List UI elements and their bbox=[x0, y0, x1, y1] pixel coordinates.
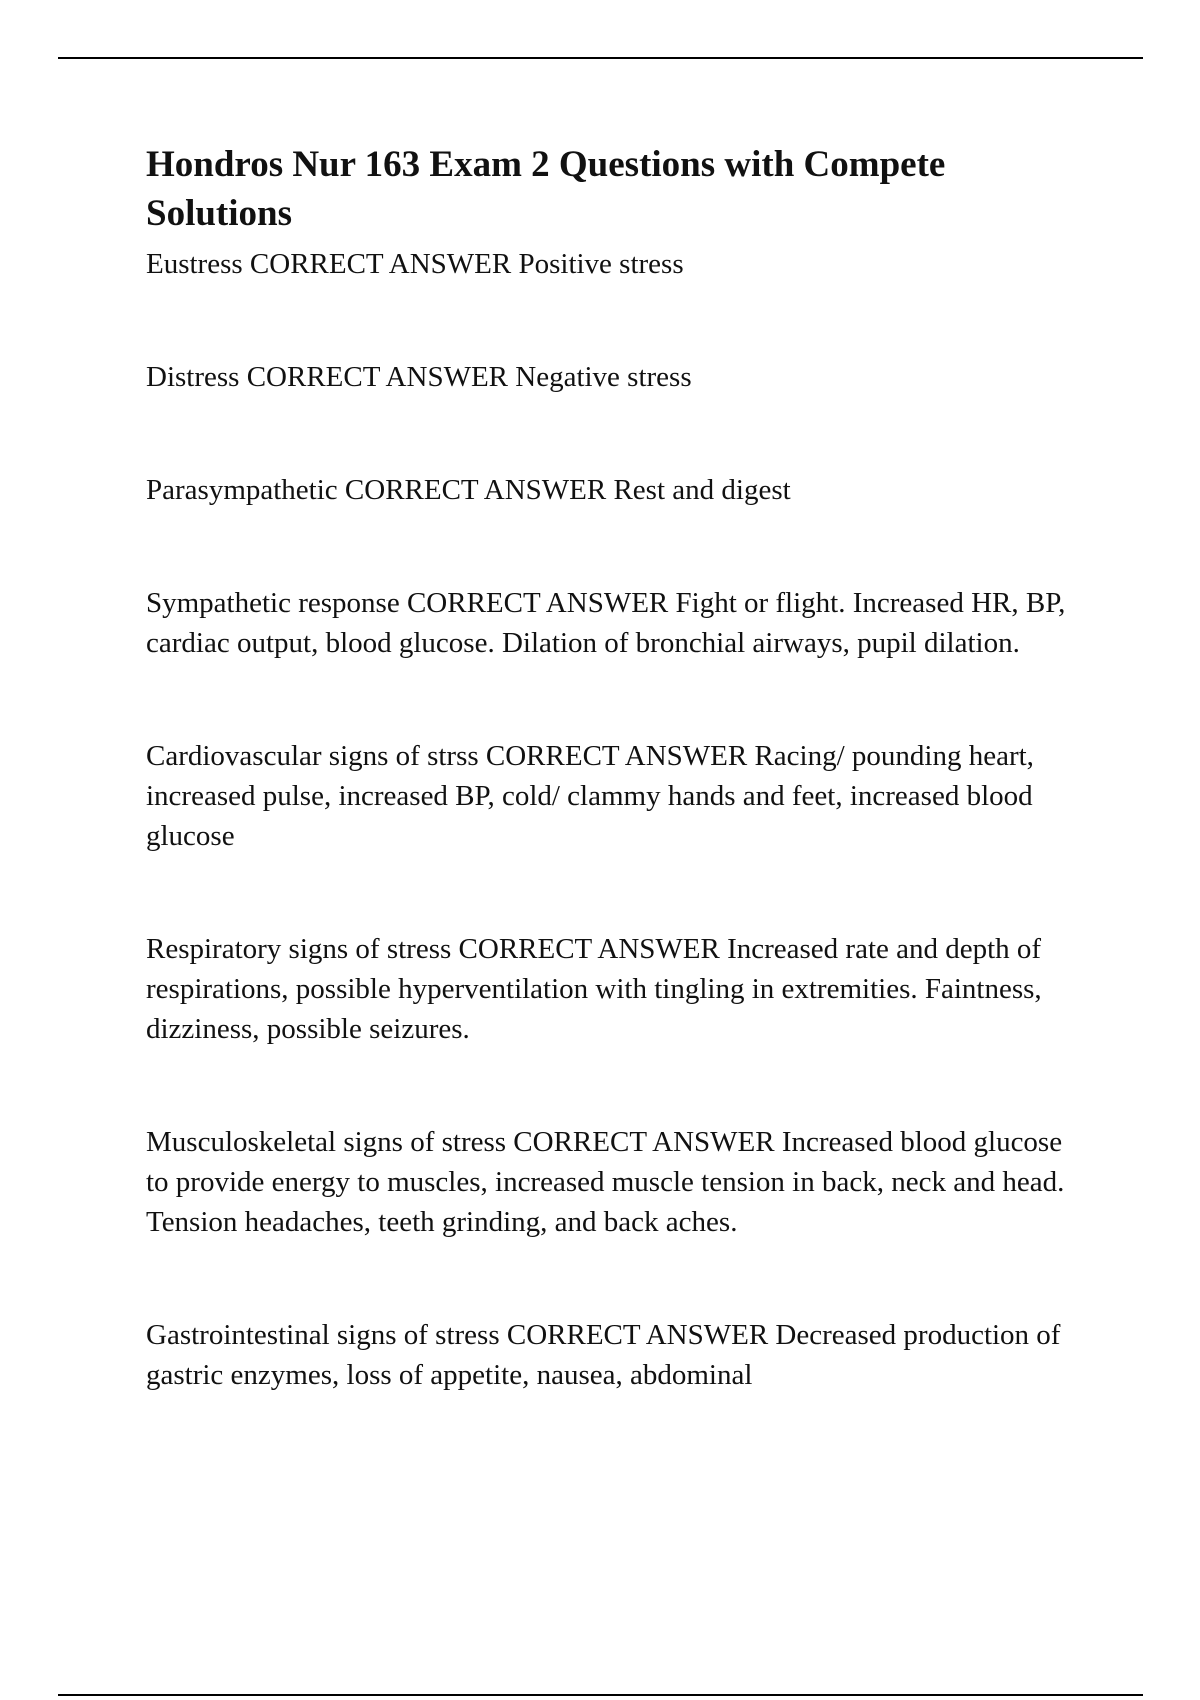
qa-item: Musculoskeletal signs of stress CORRECT ANSWER Increased blood glucose to provide energy to muscles, increased muscle tension in back, neck and head. Tension headaches, teeth grinding, and back aches. bbox=[146, 1126, 1065, 1238]
qa-item: Eustress CORRECT ANSWER Positive stress bbox=[146, 248, 684, 280]
footer-rule bbox=[58, 1694, 1143, 1696]
header-rule bbox=[58, 57, 1143, 59]
document-body bbox=[146, 140, 1086, 1395]
qa-item: Parasympathetic CORRECT ANSWER Rest and digest bbox=[146, 474, 791, 506]
document-title: Hondros Nur 163 Exam 2 Questions with Compete Solutions bbox=[146, 144, 946, 234]
qa-item: Sympathetic response CORRECT ANSWER Fight or flight. Increased HR, BP, cardiac output, blood glucose. Dilation of bronchial airways, pupil dilation. bbox=[146, 587, 1066, 659]
qa-item: Cardiovascular signs of strss CORRECT ANSWER Racing/ pounding heart, increased pulse, increased BP, cold/ clammy hands and feet, increased blood glucose bbox=[146, 740, 1034, 852]
qa-item: Respiratory signs of stress CORRECT ANSWER Increased rate and depth of respirations, possible hyperventilation with tingling in extremities. Faintness, dizziness, possible seizures. bbox=[146, 933, 1042, 1045]
qa-item: Distress CORRECT ANSWER Negative stress bbox=[146, 361, 692, 393]
qa-list bbox=[146, 244, 1086, 1395]
qa-item: Gastrointestinal signs of stress CORRECT ANSWER Decreased production of gastric enzymes, loss of appetite, nausea, abdominal bbox=[146, 1319, 1061, 1391]
